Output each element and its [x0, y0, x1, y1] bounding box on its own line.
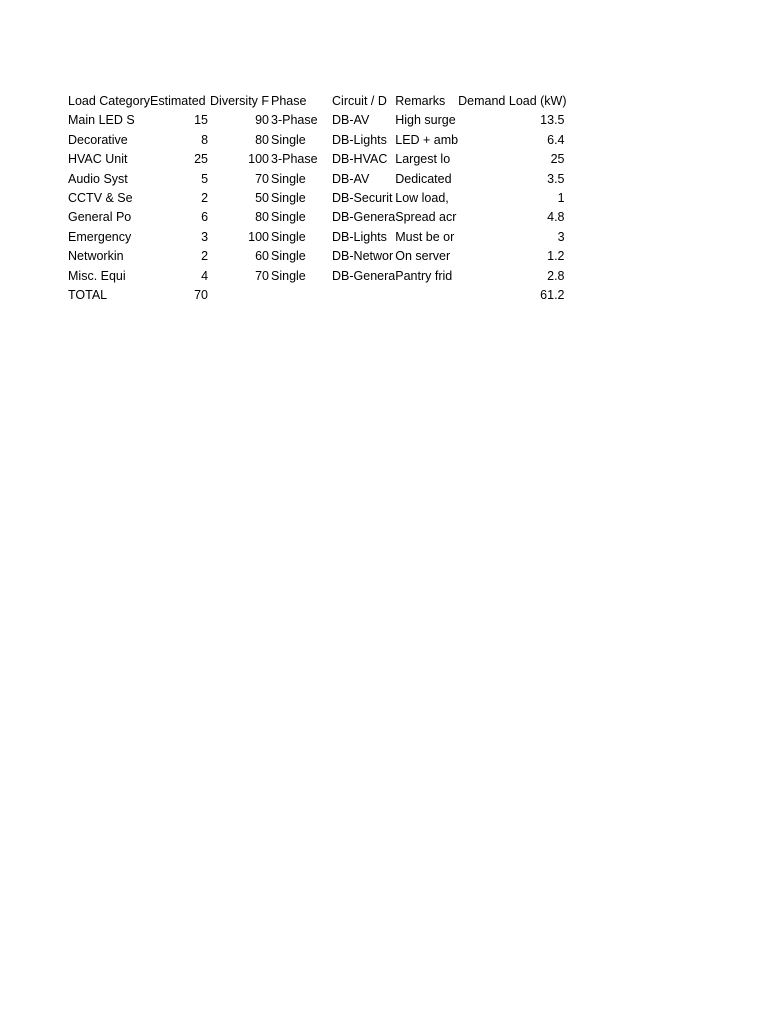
cell-circuit[interactable]: DB-Lights	[332, 229, 387, 244]
cell-remarks[interactable]: Must be or	[395, 229, 455, 244]
header-phase[interactable]: Phase	[271, 94, 307, 108]
cell-remarks[interactable]: Low load,	[395, 191, 449, 206]
cell-load-category[interactable]: Misc. Equi	[68, 268, 126, 283]
table-row	[68, 267, 567, 286]
header-circuit[interactable]: Circuit / D	[332, 94, 387, 108]
cell-circuit[interactable]: DB-Networ	[332, 249, 394, 264]
header-demand-load[interactable]: Demand Load (kW)	[458, 94, 567, 108]
cell-circuit[interactable]: DB-Lights	[332, 132, 387, 147]
total-label[interactable]: TOTAL	[68, 288, 108, 303]
spreadsheet	[68, 92, 567, 305]
cell-estimated[interactable]: 2	[201, 249, 209, 264]
cell-phase[interactable]: Single	[271, 229, 306, 244]
cell-diversity-factor[interactable]: 70	[255, 268, 270, 283]
table-row	[68, 228, 567, 247]
cell-diversity-factor[interactable]: 70	[255, 171, 270, 186]
cell-estimated[interactable]: 5	[201, 171, 209, 186]
cell-load-category[interactable]: Audio Syst	[68, 171, 128, 186]
cell-circuit[interactable]: DB-AV	[332, 171, 370, 186]
cell-demand-load[interactable]: 2.8	[547, 268, 565, 283]
table-row	[68, 150, 567, 169]
cell-demand-load[interactable]: 1	[557, 191, 565, 206]
cell-load-category[interactable]: CCTV & Se	[68, 191, 133, 206]
cell-phase[interactable]: Single	[271, 132, 306, 147]
cell-diversity-factor[interactable]: 80	[255, 210, 270, 225]
cell-demand-load[interactable]: 3	[557, 229, 565, 244]
cell-circuit[interactable]: DB-Securit	[332, 191, 393, 206]
table-row	[68, 189, 567, 208]
cell-remarks[interactable]: Dedicated	[395, 171, 452, 186]
cell-remarks[interactable]: LED + amb	[395, 132, 459, 147]
cell-diversity-factor[interactable]: 60	[255, 249, 270, 264]
cell-phase[interactable]: Single	[271, 268, 306, 283]
cell-estimated[interactable]: 3	[201, 229, 209, 244]
cell-demand-load[interactable]: 4.8	[547, 210, 565, 225]
cell-remarks[interactable]: Largest lo	[395, 152, 451, 167]
cell-diversity-factor[interactable]: 50	[255, 191, 270, 206]
total-row	[68, 286, 567, 305]
total-demand[interactable]: 61.2	[540, 288, 565, 303]
load-table	[68, 92, 567, 305]
cell-remarks[interactable]: On server	[395, 249, 451, 264]
cell-demand-load[interactable]: 3.5	[547, 171, 565, 186]
header-remarks[interactable]: Remarks	[395, 94, 446, 108]
cell-empty[interactable]	[271, 286, 332, 305]
cell-load-category[interactable]: Decorative	[68, 132, 128, 147]
cell-phase[interactable]: Single	[271, 191, 306, 206]
cell-demand-load[interactable]: 1.2	[547, 249, 565, 264]
header-load-category[interactable]: Load Category	[68, 94, 151, 108]
cell-estimated[interactable]: 2	[201, 191, 209, 206]
cell-circuit[interactable]: DB-Genera	[332, 210, 396, 225]
cell-load-category[interactable]: Main LED S	[68, 113, 135, 128]
cell-empty[interactable]	[210, 286, 271, 305]
cell-circuit[interactable]: DB-HVAC	[332, 152, 388, 167]
cell-circuit[interactable]: DB-AV	[332, 113, 370, 128]
cell-phase[interactable]: Single	[271, 249, 306, 264]
cell-load-category[interactable]: HVAC Unit	[68, 152, 128, 167]
cell-demand-load[interactable]: 6.4	[547, 132, 565, 147]
cell-estimated[interactable]: 8	[201, 132, 209, 147]
cell-circuit[interactable]: DB-Genera	[332, 268, 396, 283]
cell-demand-load[interactable]: 25	[550, 152, 565, 167]
table-row	[68, 247, 567, 266]
table-row	[68, 131, 567, 150]
cell-diversity-factor[interactable]: 100	[248, 229, 270, 244]
total-estimated[interactable]: 70	[194, 288, 209, 303]
cell-empty[interactable]	[395, 286, 458, 305]
table-row	[68, 208, 567, 227]
cell-remarks[interactable]: Spread acr	[395, 210, 457, 225]
cell-phase[interactable]: Single	[271, 171, 306, 186]
cell-estimated[interactable]: 15	[194, 113, 209, 128]
table-row	[68, 111, 567, 130]
cell-diversity-factor[interactable]: 90	[255, 113, 270, 128]
cell-load-category[interactable]: Emergency	[68, 229, 132, 244]
cell-load-category[interactable]: Networkin	[68, 249, 124, 264]
table-row	[68, 170, 567, 189]
cell-remarks[interactable]: Pantry frid	[395, 268, 453, 283]
cell-empty[interactable]	[332, 286, 395, 305]
cell-diversity-factor[interactable]: 100	[248, 152, 270, 167]
cell-estimated[interactable]: 25	[194, 152, 209, 167]
cell-estimated[interactable]: 6	[201, 210, 209, 225]
header-row	[68, 92, 567, 111]
header-estimated[interactable]: Estimated	[150, 94, 206, 108]
cell-diversity-factor[interactable]: 80	[255, 132, 270, 147]
cell-phase[interactable]: 3-Phase	[271, 113, 318, 128]
cell-phase[interactable]: Single	[271, 210, 306, 225]
cell-remarks[interactable]: High surge	[395, 113, 456, 128]
cell-load-category[interactable]: General Po	[68, 210, 132, 225]
header-diversity-factor[interactable]: Diversity F	[210, 94, 270, 108]
cell-estimated[interactable]: 4	[201, 268, 209, 283]
cell-phase[interactable]: 3-Phase	[271, 152, 318, 167]
cell-demand-load[interactable]: 13.5	[540, 113, 565, 128]
